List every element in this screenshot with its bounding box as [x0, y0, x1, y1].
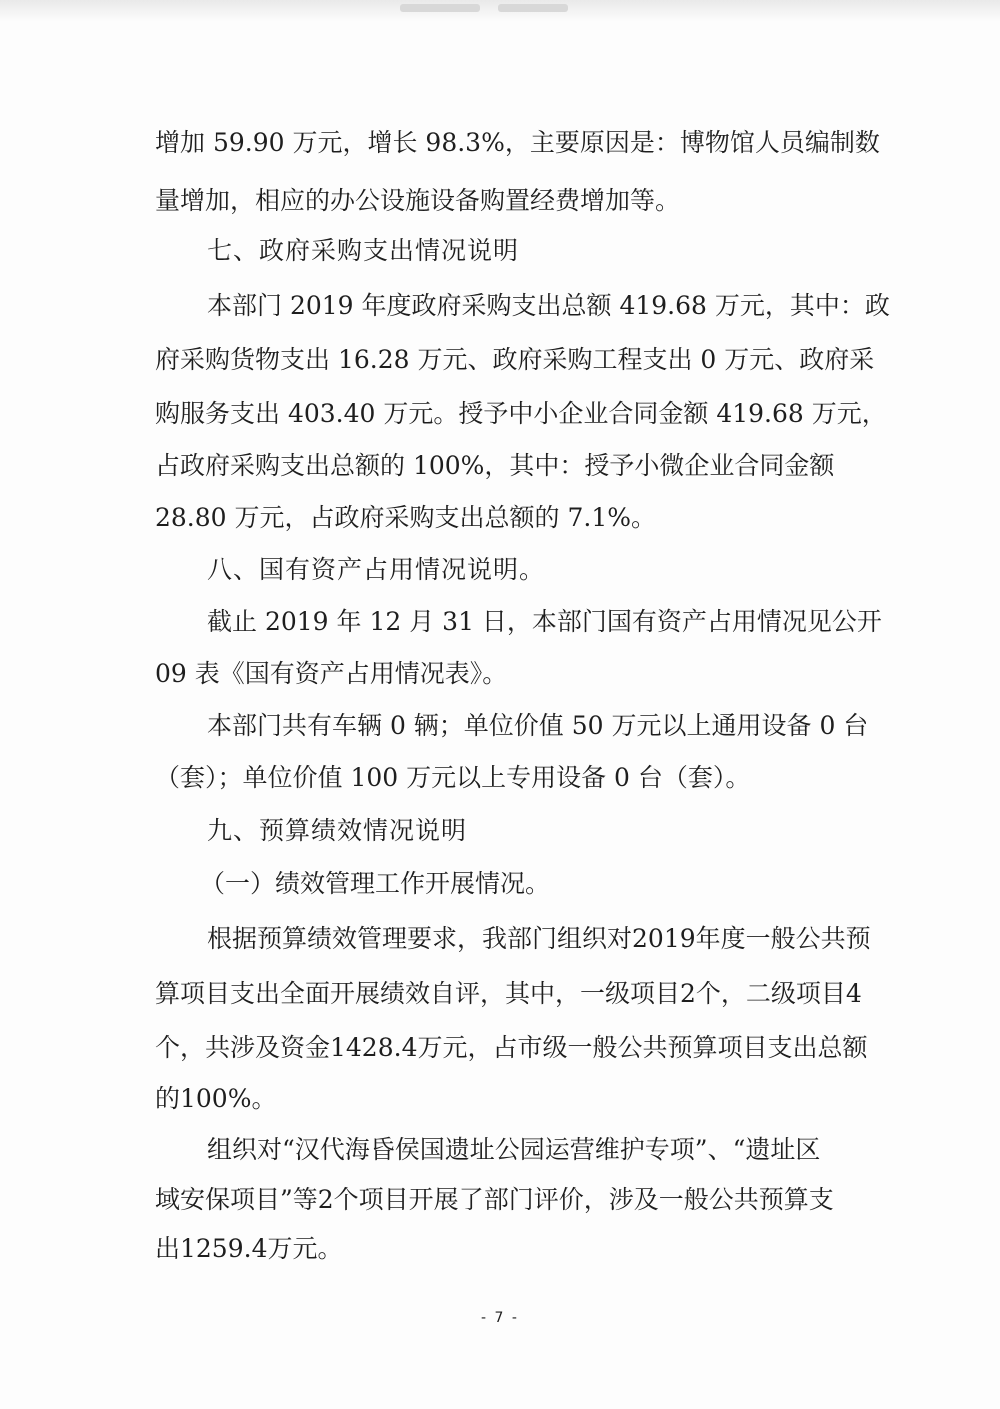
section-heading	[0, 221, 1000, 281]
text-line	[0, 488, 1000, 548]
line-text: 截止 2019 年 12 月 31 日，本部门国有资产占用情况见公开	[207, 607, 882, 636]
bleed-through-mark	[400, 4, 480, 12]
page-number: - 7 -	[481, 1310, 519, 1326]
text-line	[0, 964, 1000, 1024]
text-line	[0, 276, 1000, 336]
text-line	[0, 696, 1000, 756]
line-text: 域安保项目”等2个项目开展了部门评价，涉及一般公共预算支	[155, 1185, 834, 1214]
line-text: 占政府采购支出总额的 100%，其中：授予小微企业合同金额	[155, 451, 835, 480]
line-text: 的100%。	[155, 1084, 277, 1113]
text-line	[0, 644, 1000, 704]
section-heading	[0, 540, 1000, 600]
line-text: 府采购货物支出 16.28 万元、政府采购工程支出 0 万元、政府采	[155, 345, 875, 374]
line-text: （套）；单位价值 100 万元以上专用设备 0 台（套）。	[155, 763, 751, 792]
text-line	[0, 592, 1000, 652]
text-line	[0, 748, 1000, 808]
line-text: 出1259.4万元。	[155, 1234, 343, 1263]
text-line	[0, 113, 1000, 173]
line-text: 09 表《国有资产占用情况表》。	[155, 659, 508, 688]
line-text: 根据预算绩效管理要求，我部门组织对2019年度一般公共预	[207, 924, 871, 953]
line-text: 购服务支出 403.40 万元。授予中小企业合同金额 419.68 万元，	[155, 399, 887, 428]
text-line	[0, 909, 1000, 969]
section-heading	[0, 801, 1000, 861]
text-line	[0, 330, 1000, 390]
heading-text: 七、政府采购支出情况说明	[207, 236, 520, 265]
line-text: 个，共涉及资金1428.4万元，占市级一般公共预算项目支出总额	[155, 1033, 868, 1062]
line-text: 算项目支出全面开展绩效自评，其中，一级项目2个，二级项目4	[155, 979, 862, 1008]
heading-text: 八、国有资产占用情况说明。	[207, 555, 546, 584]
line-text: 28.80 万元，占政府采购支出总额的 7.1%。	[155, 503, 656, 532]
heading-text: 九、预算绩效情况说明	[207, 816, 468, 845]
line-text: 本部门共有车辆 0 辆；单位价值 50 万元以上通用设备 0 台	[207, 711, 869, 740]
text-line	[0, 436, 1000, 496]
line-text: 本部门 2019 年度政府采购支出总额 419.68 万元，其中：政	[207, 291, 890, 320]
line-text: 组织对“汉代海昏侯国遗址公园运营维护专项”、“遗址区	[207, 1135, 821, 1164]
subheading-text: （一）绩效管理工作开展情况。	[200, 869, 551, 898]
text-line	[0, 854, 1000, 914]
line-text: 量增加，相应的办公设施设备购置经费增加等。	[155, 186, 681, 215]
text-line	[0, 384, 1000, 444]
line-text: 增加 59.90 万元，增长 98.3%，主要原因是：博物馆人员编制数	[155, 128, 880, 157]
bleed-through-mark	[498, 4, 568, 12]
text-line	[0, 1219, 1000, 1279]
scan-shadow	[0, 0, 1000, 22]
